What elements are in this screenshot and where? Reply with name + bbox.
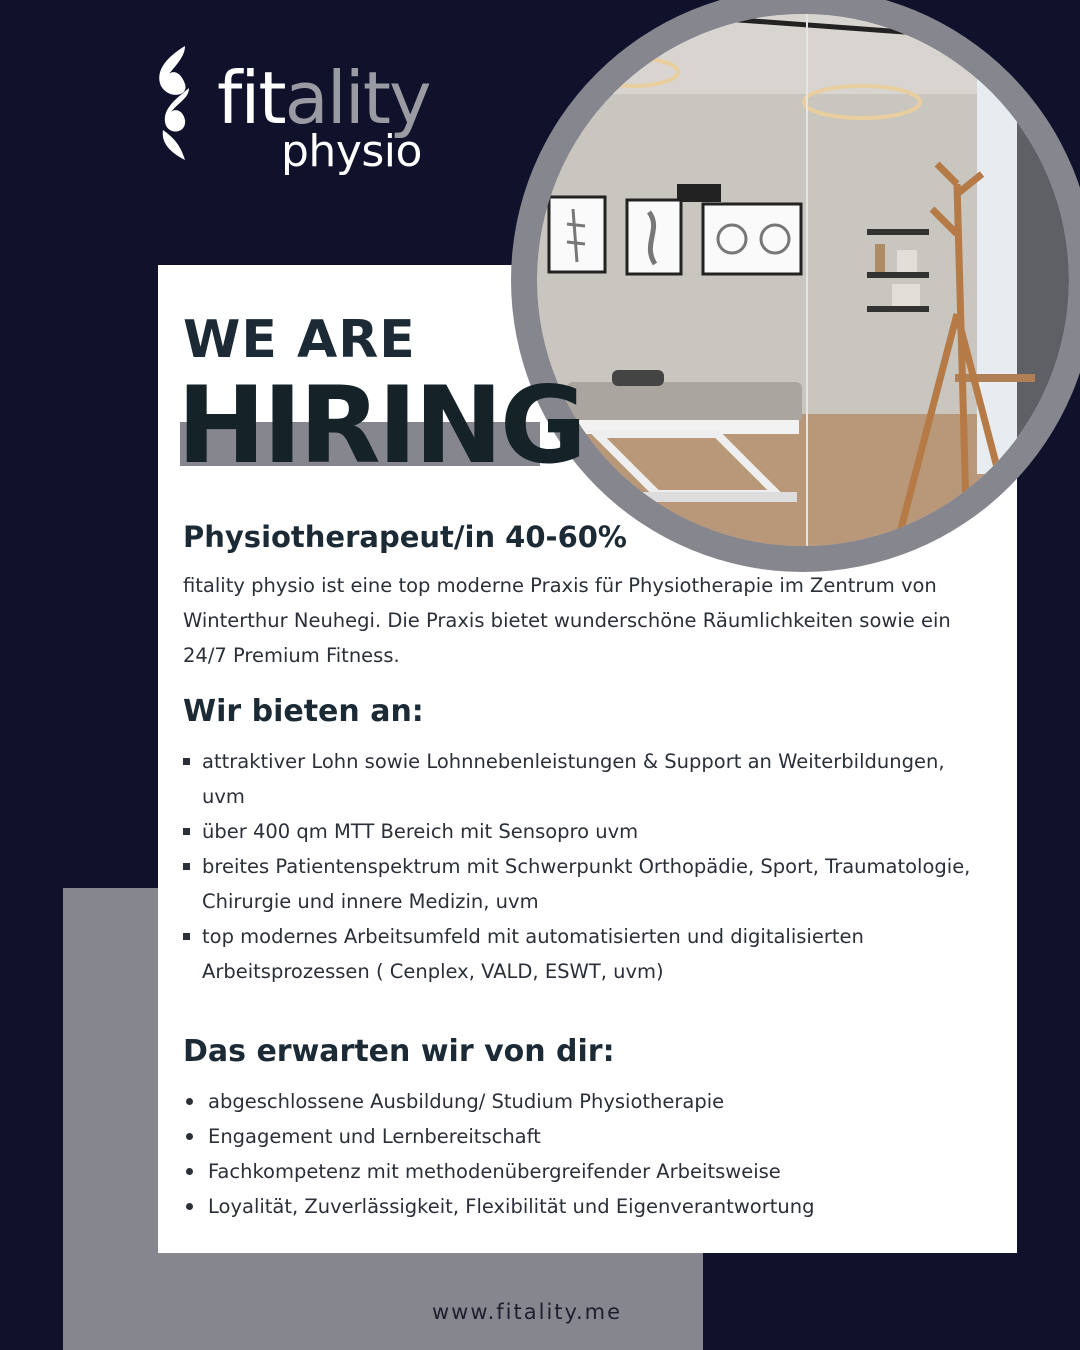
list-item — [183, 1154, 973, 1189]
expect-item-text: Loyalität, Zuverlässigkeit, Flexibilität und Eigenverantwortung — [208, 1195, 815, 1218]
list-item — [183, 919, 973, 989]
offer-item-text: attraktiver Lohn sowie Lohnnebenleistungen & Support an Weiterbildungen, uvm — [202, 750, 945, 808]
expect-item-text: abgeschlossene Ausbildung/ Studium Physiotherapie — [208, 1090, 725, 1113]
dot-bullet-icon — [186, 1098, 193, 1105]
brand-name-dark: fit — [217, 56, 285, 140]
list-item — [183, 814, 973, 849]
expect-item-text: Fachkompetenz mit methodenübergreifender Arbeitsweise — [208, 1160, 781, 1183]
headline-we-are: WE ARE — [183, 310, 416, 370]
fitality-logo-mark-icon — [155, 44, 195, 162]
list-item — [183, 1084, 973, 1119]
brand-name-light: ality — [284, 56, 430, 140]
headline-hiring: HIRING — [177, 364, 584, 487]
offer-item-text: top modernes Arbeitsumfeld mit automatisierten und digitalisierten Arbeitsprozessen ( Cenplex, VALD, ESWT, uvm) — [202, 925, 864, 983]
brand-logo[interactable] — [155, 44, 445, 184]
dot-bullet-icon — [186, 1133, 193, 1140]
square-bullet-icon — [183, 933, 190, 940]
therapy-room-photo — [537, 14, 1069, 546]
expect-list — [183, 1084, 973, 1224]
list-item — [183, 1119, 973, 1154]
expect-heading: Das erwarten wir von dir: — [183, 1034, 615, 1069]
brand-sub: physio — [281, 126, 422, 177]
job-title: Physiotherapeut/in 40-60% — [183, 520, 627, 554]
website-link[interactable]: www.fitality.me — [432, 1300, 622, 1324]
offer-heading: Wir bieten an: — [183, 694, 424, 729]
list-item — [183, 1189, 973, 1224]
brand-name — [217, 56, 430, 140]
photo-frame — [511, 0, 1080, 572]
expect-item-text: Engagement und Lernbereitschaft — [208, 1125, 541, 1148]
job-intro: fitality physio ist eine top moderne Praxis für Physiotherapie im Zentrum von Winterthur Neuhegi. Die Praxis bietet wunderschöne Räumlichkeiten sowie ein 24/7 Premium Fitness. — [183, 574, 951, 667]
list-item — [183, 744, 973, 814]
list-item — [183, 849, 973, 919]
therapy-room-illustration — [537, 14, 1069, 546]
offer-list — [183, 744, 973, 989]
square-bullet-icon — [183, 863, 190, 870]
dot-bullet-icon — [186, 1203, 193, 1210]
square-bullet-icon — [183, 758, 190, 765]
offer-item-text: breites Patientenspektrum mit Schwerpunkt Orthopädie, Sport, Traumatologie, Chirurgie und innere Medizin, uvm — [202, 855, 971, 913]
dot-bullet-icon — [186, 1168, 193, 1175]
square-bullet-icon — [183, 828, 190, 835]
offer-item-text: über 400 qm MTT Bereich mit Sensopro uvm — [202, 820, 639, 843]
